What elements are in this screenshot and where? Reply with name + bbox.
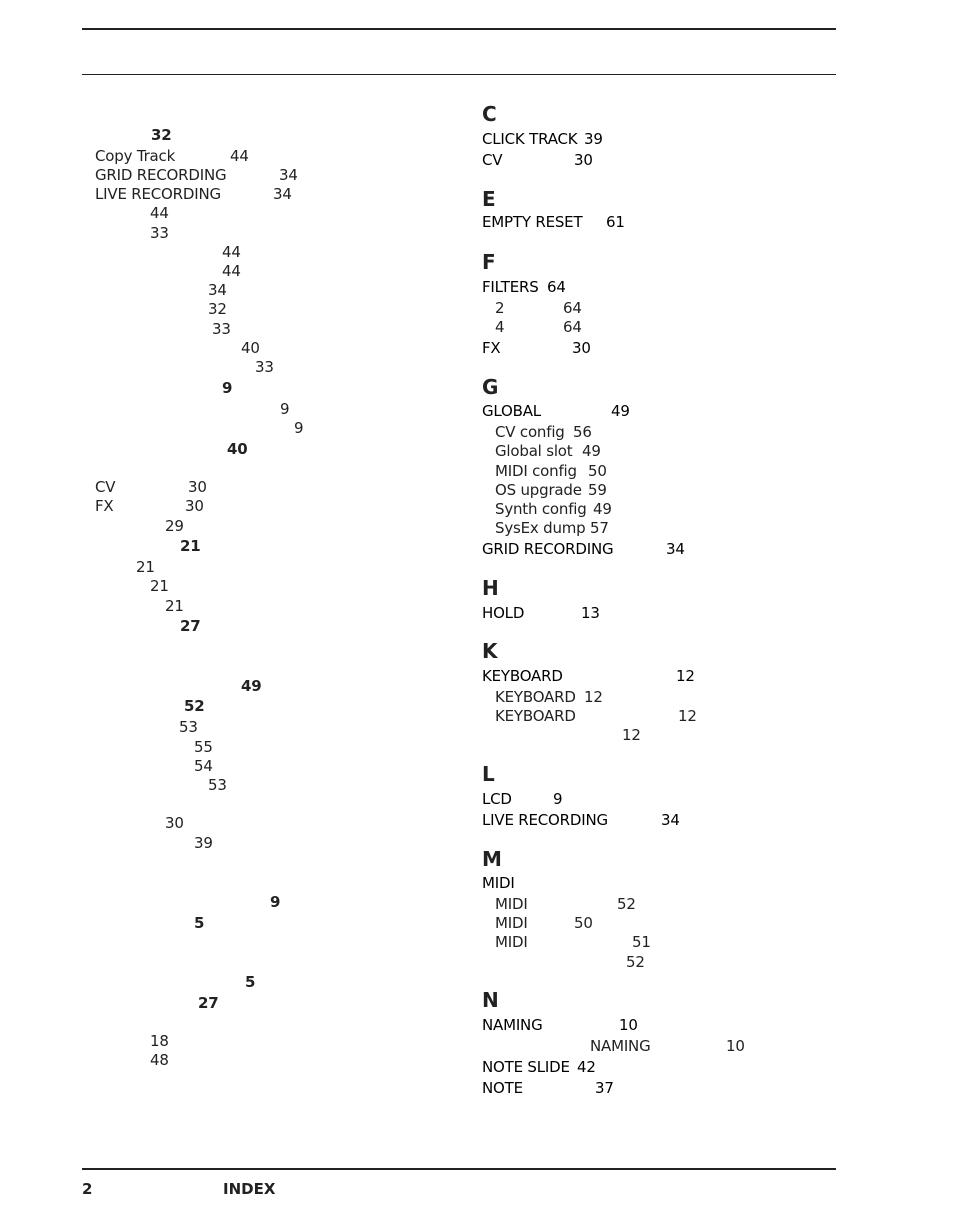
index-subentry: MIDI (495, 933, 528, 951)
index-page: 49 (582, 442, 601, 460)
index-subentry: CV config (495, 423, 565, 441)
index-page: 30 (572, 339, 591, 357)
section-heading-e: E (482, 187, 496, 211)
index-entry: KEYBOARD (482, 667, 563, 685)
index-page: 21 (180, 537, 201, 555)
index-page: 48 (150, 1051, 169, 1069)
index-page: 27 (180, 617, 201, 635)
index-page: 57 (590, 519, 609, 537)
section-heading-n: N (482, 988, 499, 1012)
index-page: 50 (574, 914, 593, 932)
index-page: 30 (574, 151, 593, 169)
index-page: 9 (280, 400, 290, 418)
index-page: 29 (165, 517, 184, 535)
index-page: 21 (136, 558, 155, 576)
index-entry: GRID RECORDING (95, 166, 227, 184)
index-page: 9 (222, 379, 233, 397)
index-page: 59 (588, 481, 607, 499)
index-page: 34 (208, 281, 227, 299)
index-page: 13 (581, 604, 600, 622)
index-page: 52 (626, 953, 645, 971)
index-page: 5 (245, 973, 256, 991)
index-page: 44 (222, 243, 241, 261)
index-page: 39 (194, 834, 213, 852)
index-page: 32 (208, 300, 227, 318)
index-page: 54 (194, 757, 213, 775)
section-heading-h: H (482, 576, 499, 600)
index-subentry: OS upgrade (495, 481, 582, 499)
section-heading-c: C (482, 102, 497, 126)
index-page: 5 (194, 914, 205, 932)
index-page: 53 (208, 776, 227, 794)
index-page: 34 (666, 540, 685, 558)
index-page: 21 (150, 577, 169, 595)
index-page: 33 (150, 224, 169, 242)
index-entry: LIVE RECORDING (482, 811, 608, 829)
index-page: 34 (279, 166, 298, 184)
index-subentry: 4 (495, 318, 505, 336)
index-page: 64 (547, 278, 566, 296)
index-entry: MIDI (482, 874, 515, 892)
index-entry: CLICK TRACK (482, 130, 578, 148)
index-page: 40 (227, 440, 248, 458)
index-entry: LIVE RECORDING (95, 185, 221, 203)
index-page: 52 (617, 895, 636, 913)
footer-page-number: 2 (82, 1180, 93, 1198)
index-entry: FX (95, 497, 114, 515)
index-entry: HOLD (482, 604, 525, 622)
index-page: 44 (222, 262, 241, 280)
index-entry: GLOBAL (482, 402, 541, 420)
index-subentry: MIDI (495, 895, 528, 913)
index-page: 39 (584, 130, 603, 148)
index-entry: NOTE (482, 1079, 523, 1097)
footer-title: INDEX (223, 1180, 276, 1198)
index-page: 30 (185, 497, 204, 515)
index-subentry: KEYBOARD (495, 688, 576, 706)
index-entry: FILTERS (482, 278, 539, 296)
index-page: 44 (230, 147, 249, 165)
index-entry: GRID RECORDING (482, 540, 614, 558)
footer-rule (82, 1168, 836, 1170)
index-page: 34 (273, 185, 292, 203)
section-heading-g: G (482, 375, 499, 399)
index-subentry: 2 (495, 299, 505, 317)
index-entry: NAMING (482, 1016, 543, 1034)
index-page: 30 (165, 814, 184, 832)
section-heading-k: K (482, 639, 498, 663)
index-page: 44 (150, 204, 169, 222)
header-rule (82, 74, 836, 75)
index-page: 12 (678, 707, 697, 725)
index-page: 12 (584, 688, 603, 706)
index-page: 53 (179, 718, 198, 736)
index-subentry: MIDI (495, 914, 528, 932)
index-page: 18 (150, 1032, 169, 1050)
index-page: 12 (622, 726, 641, 744)
index-page: 33 (255, 358, 274, 376)
section-heading-l: L (482, 762, 495, 786)
index-page: 64 (563, 318, 582, 336)
index-entry: Copy Track (95, 147, 176, 165)
index-page: 52 (184, 697, 205, 715)
index-page: 32 (151, 126, 172, 144)
section-heading-f: F (482, 250, 496, 274)
index-page: 51 (632, 933, 651, 951)
index-subentry: SysEx dump (495, 519, 586, 537)
index-entry: FX (482, 339, 501, 357)
index-page: 49 (593, 500, 612, 518)
index-page: 9 (553, 790, 563, 808)
index-page: 61 (606, 213, 625, 231)
index-subentry: KEYBOARD (495, 707, 576, 725)
index-subentry: Global slot (495, 442, 573, 460)
index-page: 10 (619, 1016, 638, 1034)
index-subentry: Synth config (495, 500, 587, 518)
index-page: 9 (270, 893, 281, 911)
top-rule (82, 28, 836, 30)
index-page: 10 (726, 1037, 745, 1055)
section-heading-m: M (482, 847, 502, 871)
index-page: 9 (294, 419, 304, 437)
index-page: 64 (563, 299, 582, 317)
index-page: 33 (212, 320, 231, 338)
index-page: 27 (198, 994, 219, 1012)
index-page: 42 (577, 1058, 596, 1076)
index-entry: CV (482, 151, 503, 169)
index-page: 37 (595, 1079, 614, 1097)
index-page: 34 (661, 811, 680, 829)
index-page: 49 (241, 677, 262, 695)
index-entry: CV (95, 478, 116, 496)
index-page: 21 (165, 597, 184, 615)
index-page: 56 (573, 423, 592, 441)
index-entry: NOTE SLIDE (482, 1058, 570, 1076)
index-subentry: NAMING (590, 1037, 651, 1055)
index-page: 55 (194, 738, 213, 756)
index-page: 30 (188, 478, 207, 496)
index-entry: LCD (482, 790, 512, 808)
index-page: 50 (588, 462, 607, 480)
index-page: 49 (611, 402, 630, 420)
index-page: 12 (676, 667, 695, 685)
index-page: 40 (241, 339, 260, 357)
index-subentry: MIDI config (495, 462, 577, 480)
index-entry: EMPTY RESET (482, 213, 583, 231)
